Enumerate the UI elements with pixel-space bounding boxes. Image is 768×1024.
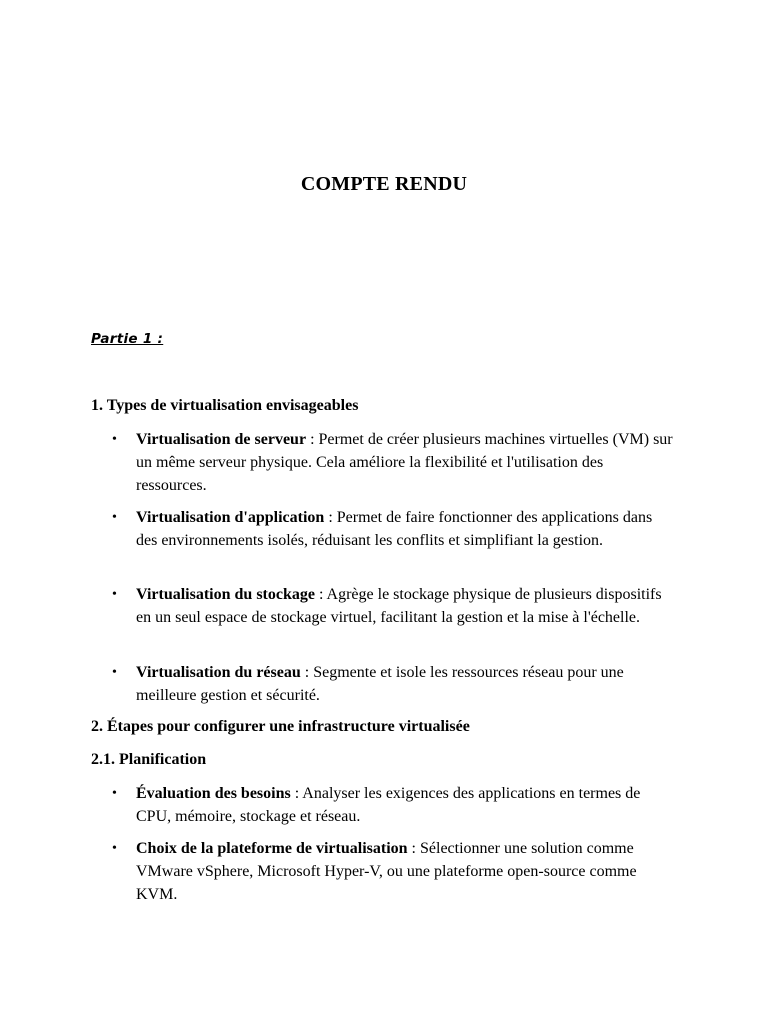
list-item-text: : Segmente et isole les ressources réseau pour une meilleure gestion et sécurité. [136,664,624,704]
bullet-icon: • [112,587,117,602]
partie-label: Partie 1 : [91,331,164,347]
bullet-icon: • [112,786,117,801]
list-item-term: Choix de la plateforme de virtualisation [136,840,408,857]
list-item-text: : Analyser les exigences des applications en termes de CPU, mémoire, stockage et réseau. [136,785,641,825]
list-item-term: Virtualisation du stockage [136,586,315,603]
list-item-needs-evaluation [112,782,676,828]
list-item-application-virtualization [112,506,676,552]
list-item-text: : Permet de faire fonctionner des applications dans des environnements isolés, réduisant les conflits et simplifiant la gestion. [136,509,653,549]
list-item-text: : Permet de créer plusieurs machines virtuelles (VM) sur un même serveur physique. Cela améliore la flexibilité et l'utilisation des ressources. [136,431,673,494]
list-item-text: : Agrège le stockage physique de plusieurs dispositifs en un seul espace de stockage virtuel, facilitant la gestion et la mise à l'échelle. [136,586,662,626]
list-item-storage-virtualization [112,583,676,629]
bullet-icon: • [112,510,117,525]
section-2-heading: 2. Étapes pour configurer une infrastructure virtualisée [91,718,470,735]
list-item-term: Évaluation des besoins [136,785,291,802]
list-item-term: Virtualisation d'application [136,509,325,526]
bullet-icon: • [112,432,117,447]
section-2-1-subheading: 2.1. Planification [91,751,207,768]
list-item-server-virtualization [112,428,676,497]
section-1-heading: 1. Types de virtualisation envisageables [91,397,359,414]
list-item-text: : Sélectionner une solution comme VMware vSphere, Microsoft Hyper-V, ou une plateforme open-source comme KVM. [136,840,637,903]
document-title: COMPTE RENDU [300,173,468,195]
list-item-term: Virtualisation de serveur [136,431,307,448]
list-item-term: Virtualisation du réseau [136,664,301,681]
list-item-network-virtualization [112,661,676,707]
bullet-icon: • [112,841,117,856]
list-item-platform-choice [112,837,676,906]
bullet-icon: • [112,665,117,680]
